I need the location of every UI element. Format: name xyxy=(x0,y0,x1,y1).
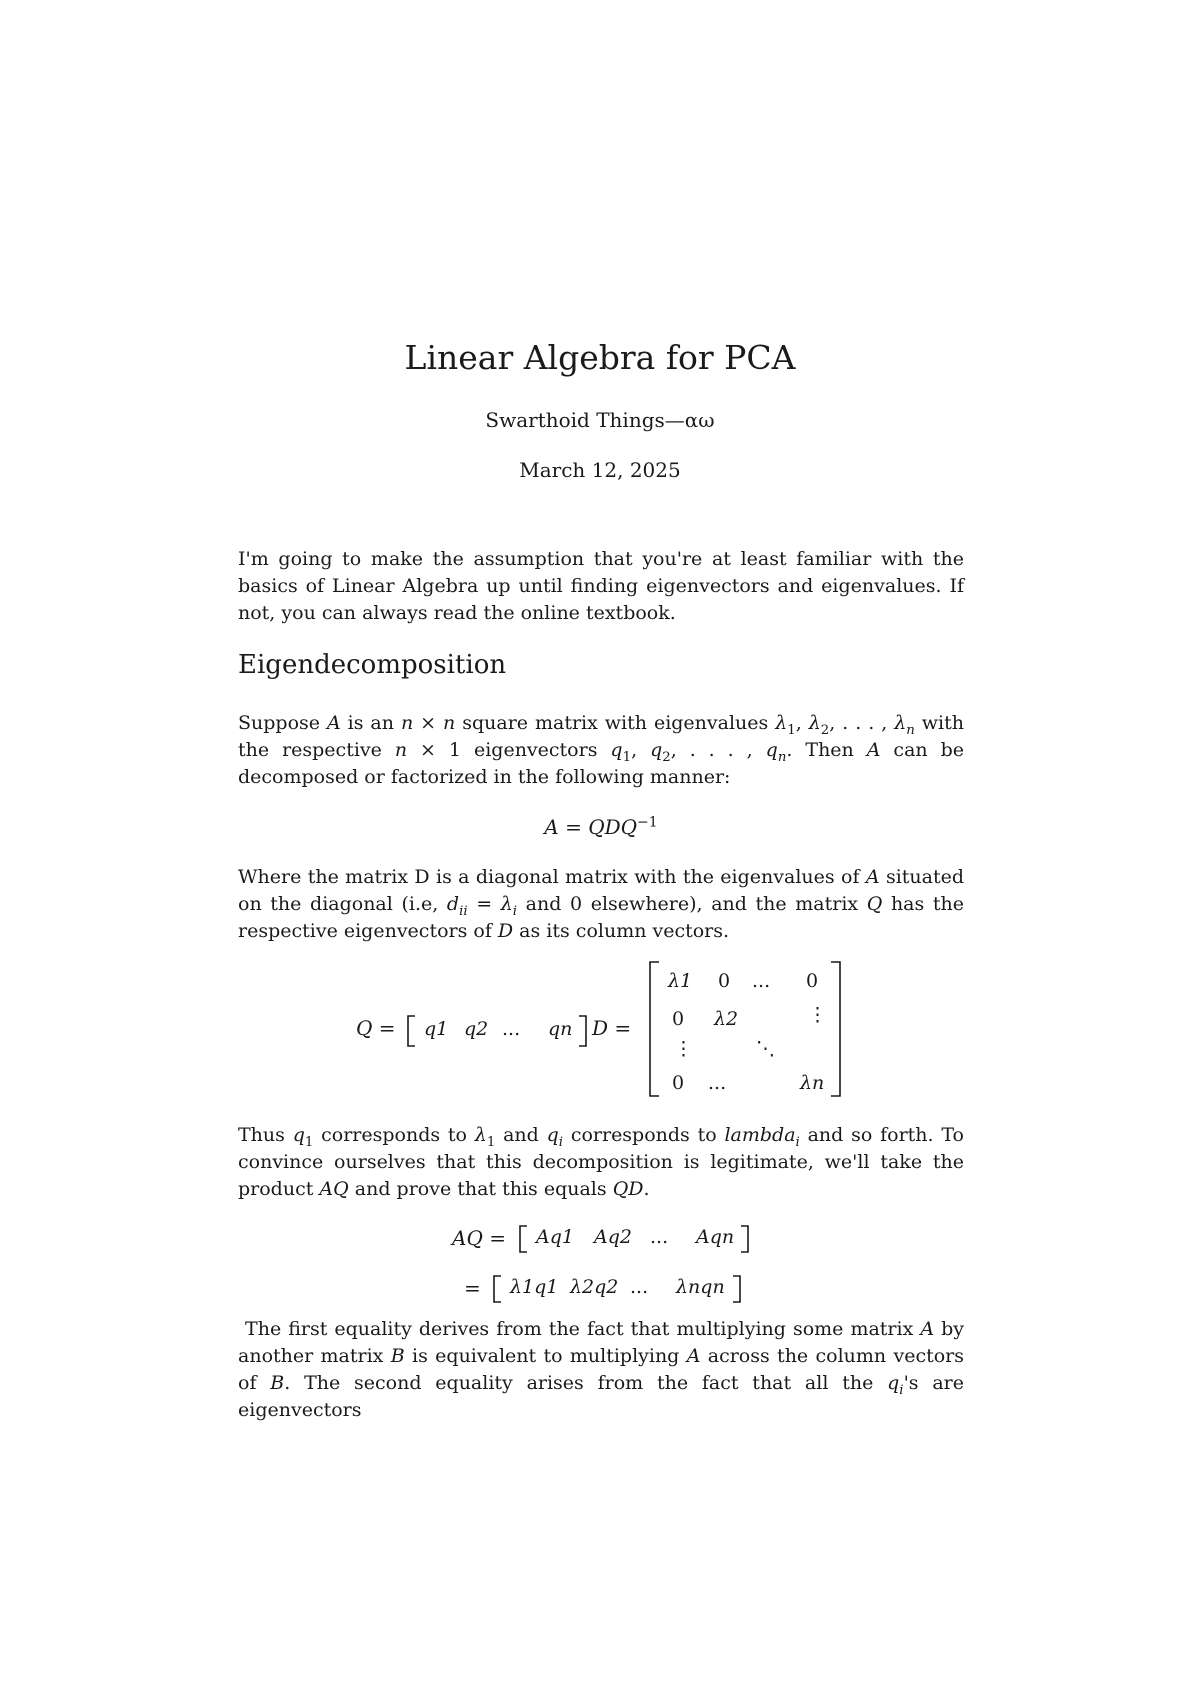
product-line2-right-bracket xyxy=(730,1274,744,1304)
product-line2-left-bracket xyxy=(490,1274,504,1304)
matrix-d-left-bracket xyxy=(646,960,662,1098)
matrix-q-entry: ... xyxy=(502,1018,521,1040)
matrix-d-entry: ⋱ xyxy=(756,1038,775,1060)
matrix-d-entry: 0 xyxy=(672,1008,685,1030)
matrix-d-entry: ... xyxy=(708,1072,727,1094)
matrix-equation xyxy=(0,960,1200,1100)
product-line1-entry: Aqn xyxy=(696,1226,735,1248)
product-line1-left-bracket xyxy=(516,1224,530,1254)
product-line2-entry: λ2q2 xyxy=(570,1276,619,1298)
matrix-d-entry: λ2 xyxy=(714,1008,739,1030)
matrix-q-lhs: Q = xyxy=(356,1016,396,1040)
paper-date: March 12, 2025 xyxy=(519,458,681,482)
product-line2-entry: λnqn xyxy=(676,1276,725,1298)
matrix-d-entry: ⋮ xyxy=(808,1004,827,1026)
paragraph-2: Where the matrix D is a diagonal matrix with the eigenvalues of A situated on the diagonal (i.e, $d_{ii} = \lambda_i$ and 0 elsewhere), and the matrix Q has the respective eigenvectors of D as its column vectors. xyxy=(238,866,965,942)
matrix-q-right-bracket xyxy=(576,1014,590,1048)
product-equation xyxy=(0,1222,1200,1322)
matrix-q-entry: q1 xyxy=(424,1018,449,1040)
paragraph-4: The first equality derives from the fact that multiplying some matrix A by another matrix B is equivalent to multiplying A across the column vectors of B. The second equality arises from the fact that all the $q_i's$ are eigenvectors xyxy=(238,1318,964,1421)
product-line2-entry: ... xyxy=(630,1276,649,1298)
paper-author: Swarthoid Things—αω xyxy=(485,408,715,432)
paragraph-3: Thus $q_1$ corresponds to $\lambda_1$ and $q_i$ corresponds to lambda$_i$ and so forth. To convince ourselves that this decomposition is legitimate, we'll take the product AQ and prove that this equals QD. xyxy=(238,1124,964,1200)
matrix-d-entry: 0 xyxy=(672,1072,685,1094)
product-line1-entry: Aq1 xyxy=(536,1226,574,1248)
matrix-q-entry: qn xyxy=(548,1018,573,1040)
product-line1-entry: ... xyxy=(650,1226,669,1248)
matrix-d-lhs: D = xyxy=(592,1016,632,1040)
product-line1-entry: Aq2 xyxy=(594,1226,632,1248)
matrix-d-entry: ⋮ xyxy=(674,1038,693,1060)
matrix-q-left-bracket xyxy=(404,1014,418,1048)
matrix-q-entry: q2 xyxy=(464,1018,489,1040)
product-line2-entry: λ1q1 xyxy=(510,1276,559,1298)
paper-title: Linear Algebra for PCA xyxy=(404,338,796,377)
matrix-d-entry: λ1 xyxy=(668,970,693,992)
matrix-d-entry: ... xyxy=(752,970,771,992)
section-heading: Eigendecomposition xyxy=(238,650,507,680)
product-equals: = xyxy=(464,1276,481,1300)
matrix-d-entry: 0 xyxy=(806,970,819,992)
product-lhs: AQ = xyxy=(452,1226,506,1250)
product-line1-right-bracket xyxy=(738,1224,752,1254)
intro-paragraph: I'm going to make the assumption that you're at least familiar with the basics of Linear Algebra up until finding eigenvectors and eigenvalues. If not, you can always read the online textbook. xyxy=(238,548,964,624)
matrix-d-entry: λn xyxy=(800,1072,825,1094)
equation-eigendecomposition: $A = QDQ^{-1}$ xyxy=(544,814,658,839)
paragraph-1: Suppose A is an n × n square matrix with eigenvalues $\lambda_1$, $\lambda_2$, . . . , $\lambda_n$ with the respective n × 1 eigenvectors $q_1$, $q_2$, . . . , $q_n$. Then A can be decomposed or factorized in the following manner: xyxy=(238,712,965,788)
matrix-d-right-bracket xyxy=(828,960,844,1098)
matrix-d-entry: 0 xyxy=(718,970,731,992)
